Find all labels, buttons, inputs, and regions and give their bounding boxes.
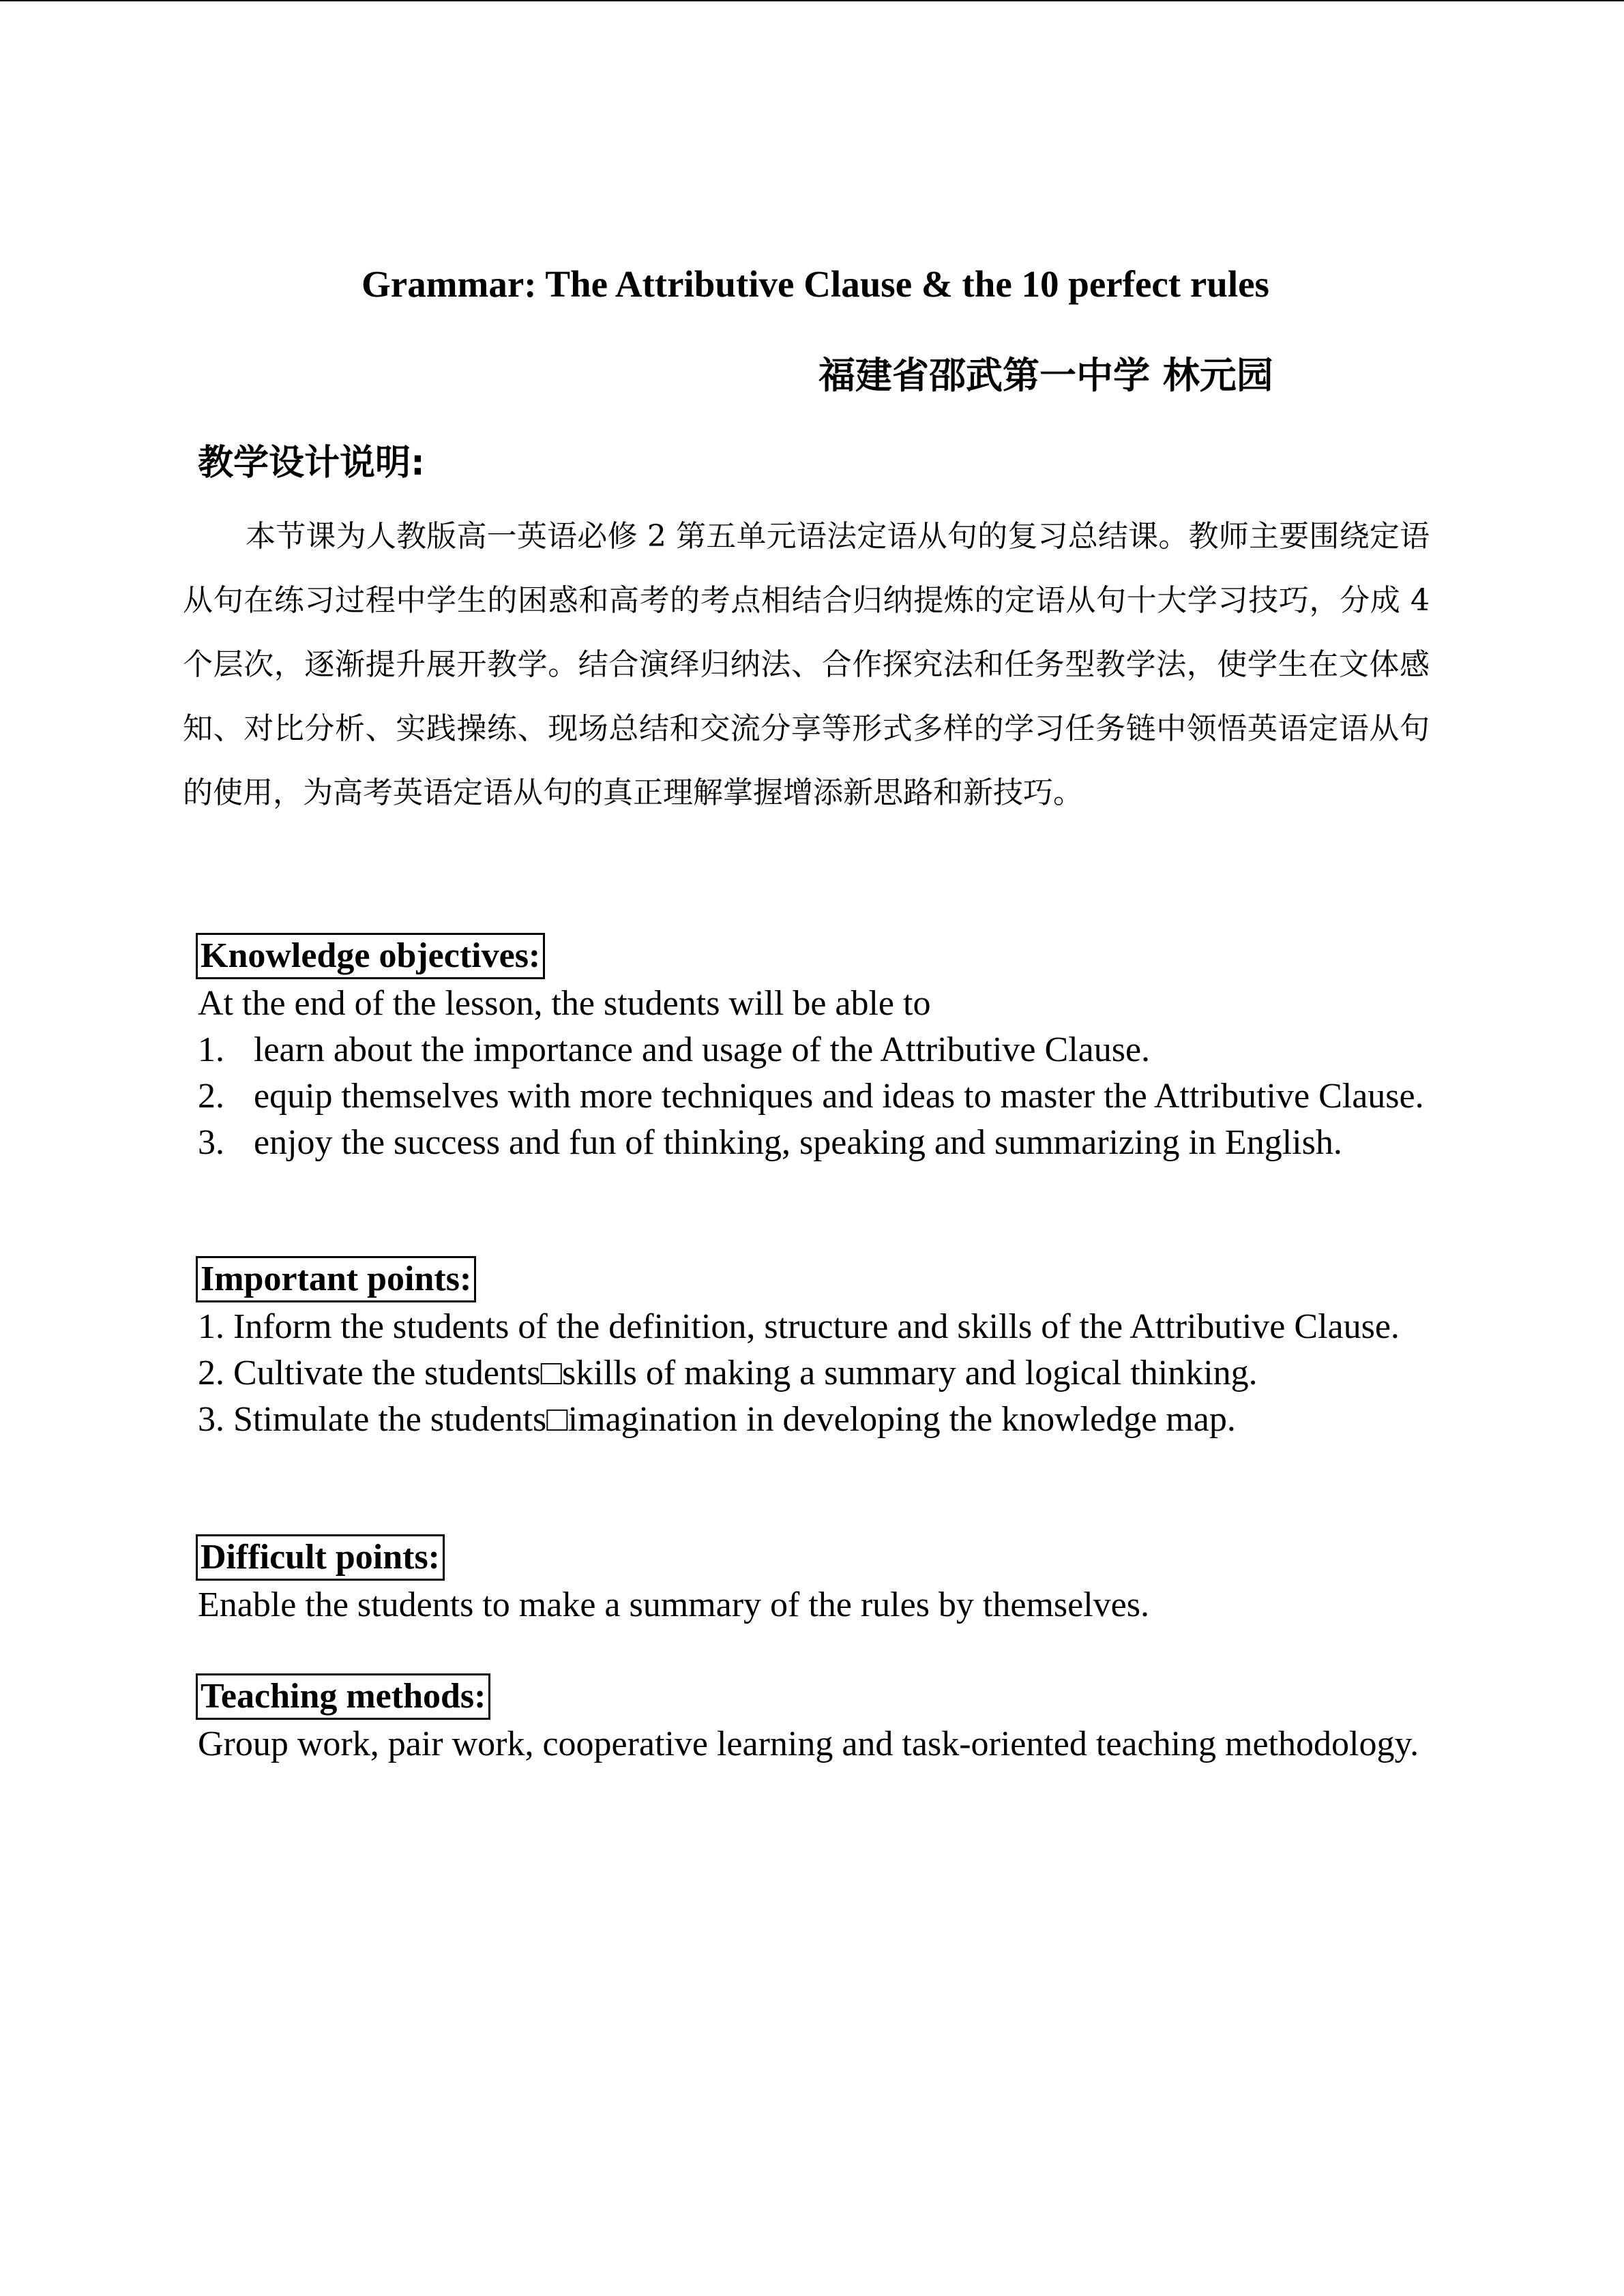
list-item-number: 3. — [198, 1123, 224, 1162]
design-paragraph: 本节课为人教版高一英语必修 2 第五单元语法定语从句的复习总结课。教师主要围绕定语从句在练习过程中学生的困惑和高考的考点相结合归纳提炼的定语从句十大学习技巧，分成 4 个层次，逐渐提升展开教学。结合演绎归纳法、合作探究法和任务型教学法，使学生在文体感知、对比分析、实践操练、现场总结和交流分享等形式多样的学习任务链中领悟英语定语从句的使用，为高考英语定语从句的真正理解掌握增添新思路和新技巧。 — [183, 519, 1430, 810]
knowledge-intro: At the end of the lesson, the students will be able to — [198, 984, 931, 1023]
difficult-points-text: Enable the students to make a summary of the rules by themselves. — [198, 1585, 1149, 1624]
list-item-text: learn about the importance and usage of the Attributive Clause. — [254, 1030, 1151, 1069]
document-title: Grammar: The Attributive Clause & the 10 perfect rules — [361, 263, 1269, 305]
knowledge-objectives-heading: Knowledge objectives: — [196, 933, 545, 979]
list-item-text: enjoy the success and fun of thinking, speaking and summarizing in English. — [254, 1123, 1342, 1162]
list-item-number: 2. — [198, 1077, 224, 1116]
list-item-number: 1. — [198, 1030, 224, 1069]
page-top-border — [0, 0, 1624, 1]
important-points-section — [198, 1256, 1453, 1443]
teaching-methods-text: Group work, pair work, cooperative learning and task-oriented teaching methodology. — [198, 1725, 1419, 1763]
teaching-methods-section — [198, 1673, 1453, 1768]
knowledge-objectives-section — [198, 933, 1453, 1166]
list-item — [198, 1027, 1453, 1073]
list-item: 1. Inform the students of the definition, structure and skills of the Attributive Clause. — [198, 1307, 1400, 1346]
difficult-points-section — [198, 1534, 1453, 1628]
knowledge-list — [198, 1027, 1453, 1166]
difficult-points-heading: Difficult points: — [196, 1534, 445, 1581]
list-item-text: equip themselves with more techniques and ideas to master the Attributive Clause. — [254, 1077, 1424, 1116]
list-item: 2. Cultivate the students□skills of making a summary and logical thinking. — [198, 1354, 1258, 1392]
list-item — [198, 1073, 1453, 1120]
design-heading: 教学设计说明: — [198, 443, 425, 483]
list-item: 3. Stimulate the students□imagination in developing the knowledge map. — [198, 1400, 1236, 1439]
teaching-methods-heading: Teaching methods: — [196, 1673, 490, 1720]
important-points-heading: Important points: — [196, 1256, 476, 1302]
list-item — [198, 1120, 1453, 1166]
author-line: 福建省邵武第一中学 林元园 — [818, 354, 1273, 397]
